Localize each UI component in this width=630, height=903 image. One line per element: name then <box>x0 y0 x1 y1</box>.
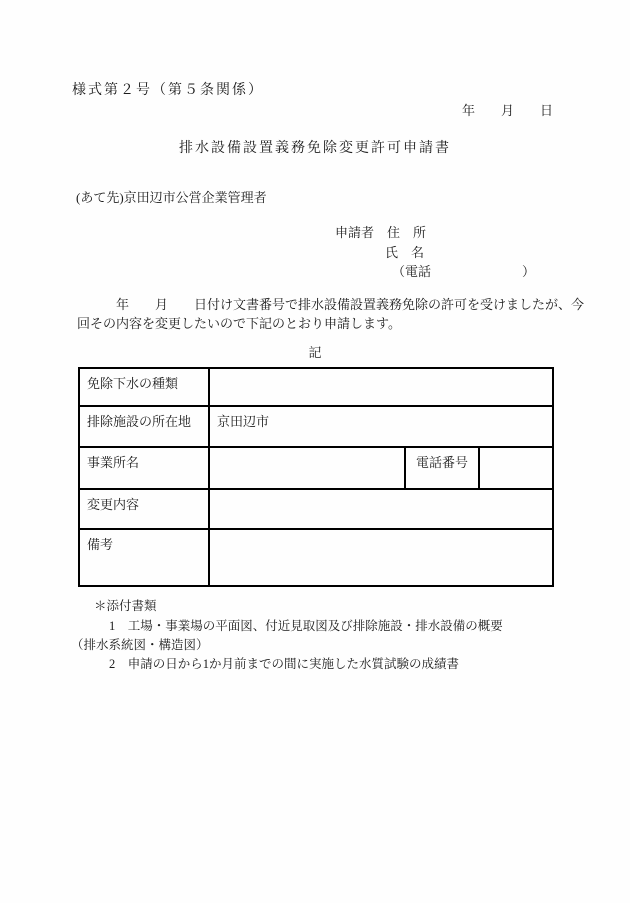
table-row <box>79 406 553 447</box>
section-marker-ki: 記 <box>308 345 322 360</box>
table-row <box>79 529 553 586</box>
table-row <box>79 368 553 406</box>
label-change-details: 変更内容 <box>79 489 209 529</box>
date-line: 年 月 日 <box>462 103 554 118</box>
label-exempted-sewage-type: 免除下水の種類 <box>79 368 209 406</box>
value-phone-number <box>479 447 553 489</box>
form-number: 様式第２号（第５条関係） <box>72 83 264 98</box>
table-row <box>79 489 553 529</box>
addressee-line: (あて先)京田辺市公営企業管理者 <box>76 190 267 205</box>
label-drainage-facility-location: 排除施設の所在地 <box>79 406 209 447</box>
attached-documents-heading: ＊添付書類 <box>94 599 157 613</box>
value-remarks <box>209 529 553 586</box>
applicant-name-line: 氏 名 <box>385 245 425 260</box>
attached-documents-item-1: 1 工場・事業場の平面図、付近見取図及び排除施設・排水設備の概要 <box>109 619 503 633</box>
value-exempted-sewage-type <box>209 368 553 406</box>
label-business-name: 事業所名 <box>79 447 209 489</box>
document-title: 排水設備設置義務免除変更許可申請書 <box>179 141 451 156</box>
label-phone-number: 電話番号 <box>405 447 479 489</box>
application-table <box>78 367 554 587</box>
attached-documents-item-2: 2 申請の日から1か月前までの間に実施した水質試験の成績書 <box>109 657 460 671</box>
attached-documents-item-1-continuation: （排水系統図・構造図） <box>71 638 209 652</box>
applicant-address-line: 申請者 住 所 <box>335 225 427 240</box>
value-business-name <box>209 447 405 489</box>
body-paragraph-line-2: 回その内容を変更したいので下記のとおり申請します。 <box>77 316 401 331</box>
body-paragraph-line-1: 年 月 日付け文書番号で排水設備設置義務免除の許可を受けましたが、今 <box>77 297 585 312</box>
value-drainage-facility-location: 京田辺市 <box>209 406 553 447</box>
label-remarks: 備考 <box>79 529 209 586</box>
applicant-phone-line: （電話 ） <box>392 264 536 279</box>
table-row <box>79 447 553 489</box>
value-change-details <box>209 489 553 529</box>
